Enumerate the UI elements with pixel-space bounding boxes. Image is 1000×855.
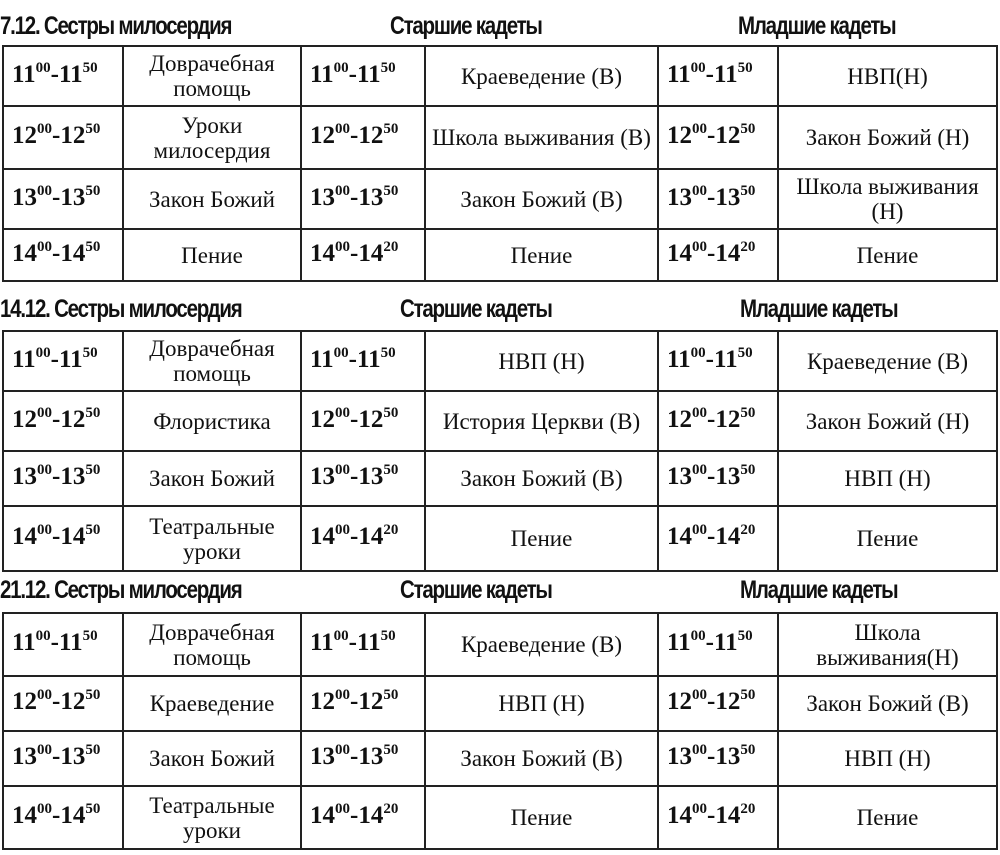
time-cell xyxy=(301,451,425,506)
start-hour: 11 xyxy=(12,629,36,656)
start-hour: 13 xyxy=(12,743,37,770)
start-minutes: 00 xyxy=(37,182,52,199)
start-minutes: 00 xyxy=(335,121,350,137)
start-minutes: 00 xyxy=(37,522,52,538)
time-cell xyxy=(658,229,778,281)
start-minutes: 00 xyxy=(335,801,350,817)
start-hour: 11 xyxy=(310,629,334,656)
time-dash: - xyxy=(50,629,59,656)
end-minutes: 50 xyxy=(740,687,756,703)
end-minutes: 50 xyxy=(383,687,399,703)
table-row xyxy=(3,331,997,391)
time-cell xyxy=(3,506,123,571)
time-cell xyxy=(301,676,425,731)
subject-cell: Закон Божий (В) xyxy=(425,169,658,229)
time-cell xyxy=(301,391,425,451)
subject-cell: Пение xyxy=(778,229,997,281)
start-hour: 12 xyxy=(12,405,37,433)
table-row xyxy=(3,229,997,281)
start-hour: 12 xyxy=(310,688,335,715)
time-cell xyxy=(658,731,778,786)
time-dash: - xyxy=(348,60,357,88)
end-minutes: 50 xyxy=(85,238,101,255)
subject-cell: Школа выживания (Н) xyxy=(778,169,997,229)
day-header-3 xyxy=(0,576,241,605)
end-hour: 11 xyxy=(356,60,381,88)
end-hour: 11 xyxy=(713,629,738,656)
time-dash: - xyxy=(707,463,716,490)
end-minutes: 20 xyxy=(740,522,756,538)
time-cell xyxy=(658,676,778,731)
time-dash: - xyxy=(348,629,357,656)
subject-cell: НВП (Н) xyxy=(425,331,658,391)
end-minutes: 50 xyxy=(85,404,101,421)
end-minutes: 50 xyxy=(380,59,396,76)
subject-cell: Закон Божий xyxy=(123,169,301,229)
subject-cell: Школа выживания(Н) xyxy=(778,613,997,676)
time-cell xyxy=(658,391,778,451)
time-cell xyxy=(658,169,778,229)
time-cell xyxy=(3,46,123,106)
end-hour: 12 xyxy=(358,122,384,149)
time-dash: - xyxy=(348,345,357,373)
subject-cell: Пение xyxy=(425,786,658,849)
time-dash: - xyxy=(350,239,359,267)
end-hour: 13 xyxy=(60,183,86,211)
start-minutes: 00 xyxy=(690,628,706,644)
end-hour: 13 xyxy=(60,463,86,490)
end-hour: 14 xyxy=(715,802,741,829)
start-hour: 13 xyxy=(310,463,335,490)
end-minutes: 20 xyxy=(383,238,399,255)
time-cell xyxy=(3,731,123,786)
start-hour: 11 xyxy=(12,60,36,88)
start-minutes: 00 xyxy=(690,59,706,76)
start-minutes: 00 xyxy=(335,238,350,255)
end-minutes: 50 xyxy=(737,59,753,76)
end-minutes: 50 xyxy=(740,182,756,199)
end-minutes: 20 xyxy=(740,801,756,817)
subject-cell: Краеведение xyxy=(123,676,301,731)
time-cell xyxy=(658,331,778,391)
start-hour: 11 xyxy=(667,629,691,656)
end-minutes: 50 xyxy=(383,182,399,199)
end-minutes: 50 xyxy=(737,344,753,361)
end-minutes: 50 xyxy=(82,59,98,76)
time-dash: - xyxy=(52,523,61,550)
start-minutes: 00 xyxy=(335,404,350,421)
start-minutes: 00 xyxy=(692,742,707,758)
end-hour: 14 xyxy=(60,239,86,267)
time-cell xyxy=(658,451,778,506)
start-hour: 13 xyxy=(12,183,37,211)
start-hour: 11 xyxy=(667,345,691,373)
start-minutes: 00 xyxy=(37,687,52,703)
subject-cell: Пение xyxy=(778,786,997,849)
time-cell xyxy=(658,46,778,106)
end-hour: 14 xyxy=(358,239,384,267)
end-hour: 12 xyxy=(60,405,86,433)
start-minutes: 00 xyxy=(335,687,350,703)
end-minutes: 50 xyxy=(737,628,753,644)
subject-cell: Закон Божий (В) xyxy=(778,676,997,731)
end-minutes: 50 xyxy=(85,462,101,478)
start-hour: 12 xyxy=(667,405,692,433)
group-header: Старшие кадеты xyxy=(400,576,552,604)
start-hour: 14 xyxy=(667,239,692,267)
time-dash: - xyxy=(50,345,59,373)
time-dash: - xyxy=(707,239,716,267)
start-hour: 13 xyxy=(12,463,37,490)
end-hour: 11 xyxy=(713,60,738,88)
subject-cell: Флористика xyxy=(123,391,301,451)
end-minutes: 50 xyxy=(383,742,399,758)
end-minutes: 20 xyxy=(383,801,399,817)
end-hour: 11 xyxy=(58,629,83,656)
time-cell xyxy=(3,331,123,391)
subject-cell: Закон Божий (Н) xyxy=(778,106,997,169)
end-minutes: 50 xyxy=(740,742,756,758)
time-dash: - xyxy=(52,463,61,490)
subject-cell: НВП(Н) xyxy=(778,46,997,106)
start-hour: 12 xyxy=(12,688,37,715)
start-minutes: 00 xyxy=(692,121,707,137)
start-minutes: 00 xyxy=(37,404,52,421)
start-hour: 12 xyxy=(667,122,692,149)
time-cell xyxy=(3,613,123,676)
time-dash: - xyxy=(705,60,714,88)
day-date: 7.12. xyxy=(0,12,40,40)
time-cell xyxy=(3,676,123,731)
subject-cell: НВП (Н) xyxy=(425,676,658,731)
day-date: 21.12. xyxy=(0,576,50,604)
subject-cell: Закон Божий (Н) xyxy=(778,391,997,451)
start-minutes: 00 xyxy=(692,238,707,255)
time-dash: - xyxy=(52,405,61,433)
time-dash: - xyxy=(52,743,61,770)
end-minutes: 50 xyxy=(85,687,101,703)
end-hour: 14 xyxy=(715,523,741,550)
end-minutes: 50 xyxy=(383,121,399,137)
table-row xyxy=(3,506,997,571)
subject-cell: Пение xyxy=(425,229,658,281)
day-date: 14.12. xyxy=(0,295,50,323)
start-minutes: 00 xyxy=(37,238,52,255)
start-hour: 13 xyxy=(667,463,692,490)
start-minutes: 00 xyxy=(335,742,350,758)
group-header: Младшие кадеты xyxy=(740,295,898,323)
start-hour: 13 xyxy=(310,183,335,211)
end-hour: 13 xyxy=(358,183,384,211)
end-hour: 11 xyxy=(58,60,83,88)
subject-cell: Доврачебная помощь xyxy=(123,331,301,391)
subject-cell: Театральные уроки xyxy=(123,506,301,571)
start-hour: 12 xyxy=(667,688,692,715)
subject-cell: Закон Божий (В) xyxy=(425,451,658,506)
time-dash: - xyxy=(350,743,359,770)
table-row xyxy=(3,731,997,786)
subject-cell: Школа выживания (В) xyxy=(425,106,658,169)
time-dash: - xyxy=(350,523,359,550)
end-hour: 13 xyxy=(715,183,741,211)
start-hour: 13 xyxy=(667,183,692,211)
time-cell xyxy=(301,106,425,169)
time-cell xyxy=(301,169,425,229)
subject-cell: Доврачебная помощь xyxy=(123,613,301,676)
time-cell xyxy=(301,613,425,676)
start-minutes: 00 xyxy=(335,182,350,199)
start-minutes: 00 xyxy=(37,121,52,137)
time-dash: - xyxy=(52,802,61,829)
table-row xyxy=(3,106,997,169)
end-hour: 12 xyxy=(358,688,384,715)
start-minutes: 00 xyxy=(333,628,349,644)
start-hour: 14 xyxy=(310,802,335,829)
time-cell xyxy=(658,613,778,676)
subject-cell: НВП (Н) xyxy=(778,451,997,506)
subject-cell: История Церкви (В) xyxy=(425,391,658,451)
end-minutes: 50 xyxy=(380,344,396,361)
time-dash: - xyxy=(707,183,716,211)
end-hour: 13 xyxy=(358,743,384,770)
start-minutes: 00 xyxy=(692,801,707,817)
end-minutes: 20 xyxy=(740,238,756,255)
end-minutes: 50 xyxy=(85,801,101,817)
start-minutes: 00 xyxy=(37,801,52,817)
end-hour: 12 xyxy=(715,122,741,149)
schedule-table xyxy=(2,330,998,572)
end-minutes: 50 xyxy=(82,628,98,644)
time-dash: - xyxy=(350,463,359,490)
subject-cell: Закон Божий xyxy=(123,451,301,506)
start-hour: 12 xyxy=(310,405,335,433)
subject-cell: Закон Божий xyxy=(123,731,301,786)
group-header: Старшие кадеты xyxy=(390,12,542,40)
subject-cell: НВП (Н) xyxy=(778,731,997,786)
table-row xyxy=(3,676,997,731)
time-dash: - xyxy=(705,345,714,373)
subject-cell: Театральные уроки xyxy=(123,786,301,849)
schedule-table xyxy=(2,612,998,850)
time-dash: - xyxy=(707,405,716,433)
start-hour: 11 xyxy=(310,60,334,88)
start-minutes: 00 xyxy=(335,522,350,538)
time-cell xyxy=(3,169,123,229)
start-minutes: 00 xyxy=(333,59,349,76)
time-cell xyxy=(658,786,778,849)
end-hour: 12 xyxy=(358,405,384,433)
start-minutes: 00 xyxy=(37,742,52,758)
end-minutes: 50 xyxy=(383,462,399,478)
time-cell xyxy=(301,46,425,106)
end-minutes: 20 xyxy=(383,522,399,538)
start-hour: 12 xyxy=(310,122,335,149)
start-hour: 14 xyxy=(12,523,37,550)
start-hour: 14 xyxy=(667,802,692,829)
end-minutes: 50 xyxy=(383,404,399,421)
end-hour: 12 xyxy=(60,122,86,149)
time-cell xyxy=(301,731,425,786)
time-cell xyxy=(3,786,123,849)
end-minutes: 50 xyxy=(85,182,101,199)
group-title: Сестры милосердия xyxy=(43,12,232,40)
start-hour: 14 xyxy=(310,523,335,550)
start-minutes: 00 xyxy=(335,462,350,478)
start-minutes: 00 xyxy=(692,462,707,478)
time-cell xyxy=(658,106,778,169)
end-hour: 12 xyxy=(715,688,741,715)
time-cell xyxy=(3,451,123,506)
end-hour: 11 xyxy=(356,345,381,373)
start-hour: 11 xyxy=(310,345,334,373)
end-minutes: 50 xyxy=(740,121,756,137)
start-minutes: 00 xyxy=(692,522,707,538)
subject-cell: Пение xyxy=(123,229,301,281)
start-hour: 11 xyxy=(667,60,691,88)
time-cell xyxy=(3,106,123,169)
subject-cell: Краеведение (В) xyxy=(778,331,997,391)
table-row xyxy=(3,451,997,506)
time-dash: - xyxy=(52,183,61,211)
start-hour: 14 xyxy=(12,802,37,829)
start-hour: 12 xyxy=(12,122,37,149)
start-hour: 11 xyxy=(12,345,36,373)
start-minutes: 00 xyxy=(35,344,51,361)
time-dash: - xyxy=(705,629,714,656)
end-hour: 14 xyxy=(715,239,741,267)
end-minutes: 50 xyxy=(85,522,101,538)
end-minutes: 50 xyxy=(740,462,756,478)
end-hour: 14 xyxy=(358,802,384,829)
group-header: Младшие кадеты xyxy=(738,12,896,40)
end-hour: 11 xyxy=(713,345,738,373)
time-dash: - xyxy=(707,523,716,550)
end-hour: 12 xyxy=(60,688,86,715)
time-cell xyxy=(3,229,123,281)
start-hour: 14 xyxy=(12,239,37,267)
start-hour: 14 xyxy=(310,239,335,267)
time-cell xyxy=(3,391,123,451)
end-minutes: 50 xyxy=(85,121,101,137)
end-hour: 11 xyxy=(356,629,381,656)
table-row xyxy=(3,786,997,849)
subject-cell: Краеведение (В) xyxy=(425,46,658,106)
time-dash: - xyxy=(350,688,359,715)
start-minutes: 00 xyxy=(37,462,52,478)
end-hour: 13 xyxy=(358,463,384,490)
start-minutes: 00 xyxy=(35,59,51,76)
time-cell xyxy=(658,506,778,571)
time-dash: - xyxy=(350,183,359,211)
time-cell xyxy=(301,331,425,391)
end-minutes: 50 xyxy=(740,404,756,421)
start-minutes: 00 xyxy=(692,404,707,421)
table-row xyxy=(3,46,997,106)
start-hour: 13 xyxy=(667,743,692,770)
start-minutes: 00 xyxy=(333,344,349,361)
group-title: Сестры милосердия xyxy=(54,576,242,604)
end-hour: 13 xyxy=(715,743,741,770)
subject-cell: Закон Божий (В) xyxy=(425,731,658,786)
table-row xyxy=(3,169,997,229)
start-hour: 13 xyxy=(310,743,335,770)
time-dash: - xyxy=(50,60,59,88)
end-hour: 11 xyxy=(58,345,83,373)
end-hour: 13 xyxy=(60,743,86,770)
end-hour: 14 xyxy=(60,802,86,829)
time-dash: - xyxy=(350,122,359,149)
time-cell xyxy=(301,229,425,281)
table-row xyxy=(3,613,997,676)
time-dash: - xyxy=(350,405,359,433)
end-hour: 14 xyxy=(358,523,384,550)
subject-cell: Краеведение (В) xyxy=(425,613,658,676)
end-minutes: 50 xyxy=(82,344,98,361)
subject-cell: Доврачебная помощь xyxy=(123,46,301,106)
end-minutes: 50 xyxy=(85,742,101,758)
end-hour: 14 xyxy=(60,523,86,550)
time-dash: - xyxy=(707,743,716,770)
time-dash: - xyxy=(350,802,359,829)
schedule-table xyxy=(2,45,998,282)
start-minutes: 00 xyxy=(692,182,707,199)
subject-cell: Пение xyxy=(425,506,658,571)
time-dash: - xyxy=(707,122,716,149)
end-hour: 13 xyxy=(715,463,741,490)
start-hour: 14 xyxy=(667,523,692,550)
start-minutes: 00 xyxy=(692,687,707,703)
group-header: Старшие кадеты xyxy=(400,295,552,323)
subject-cell: Пение xyxy=(778,506,997,571)
start-minutes: 00 xyxy=(35,628,51,644)
table-row xyxy=(3,391,997,451)
group-header: Младшие кадеты xyxy=(740,576,898,604)
time-cell xyxy=(301,506,425,571)
start-minutes: 00 xyxy=(690,344,706,361)
end-hour: 12 xyxy=(715,405,741,433)
day-header-1 xyxy=(0,12,231,41)
time-cell xyxy=(301,786,425,849)
end-minutes: 50 xyxy=(380,628,396,644)
time-dash: - xyxy=(707,688,716,715)
time-dash: - xyxy=(52,688,61,715)
time-dash: - xyxy=(52,239,61,267)
subject-cell: Уроки милосердия xyxy=(123,106,301,169)
day-header-2 xyxy=(0,295,241,324)
time-dash: - xyxy=(52,122,61,149)
time-dash: - xyxy=(707,802,716,829)
group-title: Сестры милосердия xyxy=(54,295,242,323)
